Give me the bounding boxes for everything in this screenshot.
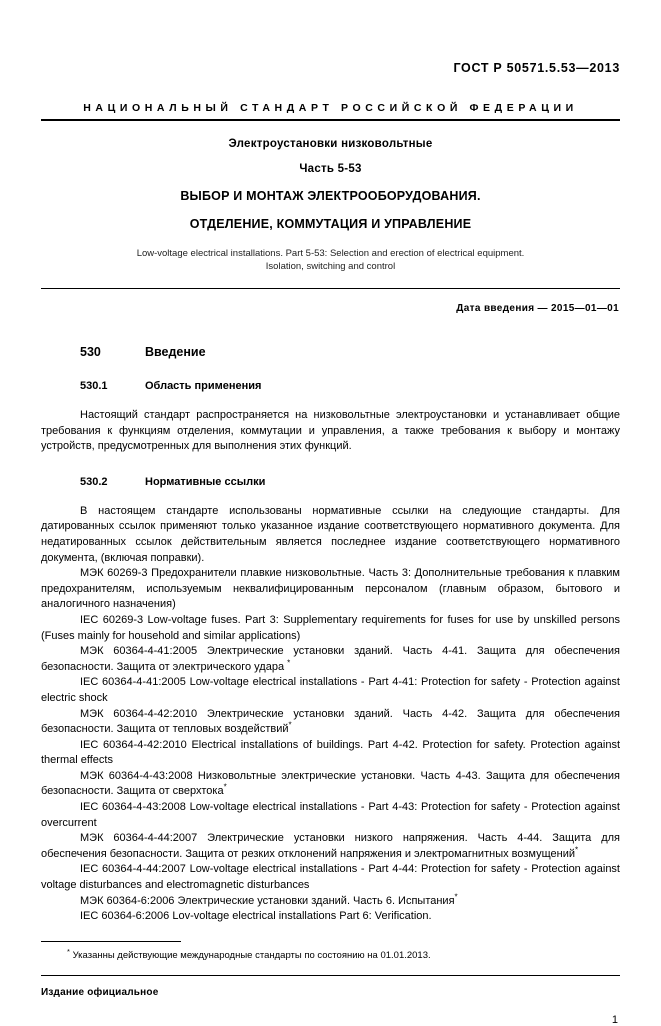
footnote-separator [41,941,181,942]
reference-item-en: IEC 60364-4-42:2010 Electrical installations of buildings. Part 4-42. Protection for safety. Protection against thermal effects [41,738,620,767]
footer-divider-wrap [41,975,620,976]
reference-item-ru [41,831,620,862]
section-number-references: 530.2 [80,475,108,488]
document-subtitle-english [41,248,620,273]
section-heading-references [41,476,620,488]
reference-item-ru [41,566,620,613]
subtitle-english-line-1: Low-voltage electrical installations. Part 5-53: Selection and erection of electrical equipment. [136,248,525,259]
section-heading-scope [41,380,620,392]
footnote-marker: * [454,891,458,901]
reference-item-ru [41,891,620,910]
document-title-line-1: Электроустановки низковольтные [228,138,433,150]
footnote-text: Указанны действующие международные стандарты по состоянию на 01.01.2013. [72,949,431,961]
reference-text-ru: МЭК 60364-6:2006 Электрические установки зданий. Часть 6. Испытания [80,894,455,907]
scope-paragraph: Настоящий стандарт распространяется на низковольтные электроустановки и устанавливает общие требования к функциям отделения, коммутации и управления, а также требования к выбору и монтажу устройств, предусмотренных для выполнения этих функций. [41,409,620,453]
footnote-marker: * [223,782,227,792]
date-of-introduction: Дата введения — 2015—01—01 [456,303,619,314]
footnote-marker: * [288,720,292,730]
document-title-line-3: ВЫБОР И МОНТАЖ ЭЛЕКТРООБОРУДОВАНИЯ. [180,189,481,203]
reference-item-ru [41,707,620,738]
section-heading-intro [41,345,620,359]
document-title-line-4: ОТДЕЛЕНИЕ, КОММУТАЦИЯ И УПРАВЛЕНИЕ [189,217,472,231]
page-content [41,0,620,1026]
national-standard-band: НАЦИОНАЛЬНЫЙ СТАНДАРТ РОССИЙСКОЙ ФЕДЕРАЦИИ [83,102,578,114]
reference-item-en: IEC 60269-3 Low-voltage fuses. Part 3: Supplementary requirements for fuses for use by unskilled persons (Fuses mainly for household and similar applications) [41,613,620,642]
edition-label: Издание официальное [41,986,159,998]
reference-text-ru: МЭК 60364-4-41:2005 Электрические установки зданий. Часть 4-41. Защита для обеспечения безопасности. Защита от электрического удара [41,645,620,673]
section-title-scope: Область применения [145,380,262,392]
standard-number: ГОСТ Р 50571.5.53—2013 [453,61,620,75]
title-divider-thin [41,288,620,289]
reference-text-ru: МЭК 60364-4-44:2007 Электрические установки низкого напряжения. Часть 4-44. Защита для обеспечения безопасности. Защита от резких отклонений напряжения и электромагнитных возмущений [41,832,620,860]
title-block [41,138,620,273]
section-number-scope: 530.1 [80,380,108,392]
footer-divider [41,975,620,976]
section-number-intro: 530 [80,345,101,359]
reference-item-en: IEC 60364-4-43:2008 Low-voltage electrical installations - Part 4-43: Protection for safety - Protection against overcurrent [41,801,620,829]
title-divider-wrap [41,288,620,289]
reference-item-en: IEC 60364-6:2006 Lov-voltage electrical installations Part 6: Verification. [80,910,432,923]
reference-text-ru: МЭК 60364-4-42:2010 Электрические установки зданий. Часть 4-42. Защита для обеспечения безопасности. Защита от тепловых воздействий [41,707,620,736]
reference-item-ru [41,769,620,800]
footnote-area [41,941,620,962]
reference-item-en: IEC 60364-4-41:2005 Low-voltage electrical installations - Part 4-41: Protection for safety - Protection against electric shock [41,676,620,704]
reference-list [41,566,620,925]
subtitle-english-line-2: Isolation, switching and control [265,260,396,272]
page-number: 1 [611,1013,618,1026]
footnote [41,946,620,962]
section-title-intro: Введение [145,345,206,359]
reference-item-en: IEC 60364-4-44:2007 Low-voltage electrical installations - Part 4-44: Protection for safety - Protection against voltage disturbances and electromagnetic disturbances [41,863,620,892]
footnote-marker: * [287,658,291,668]
footnote-marker: * [575,845,579,855]
references-intro-paragraph: В настоящем стандарте использованы нормативные ссылки на следующие стандарты. Для датированных ссылок применяют только указанное издание соответствующего нормативного документа. Для недатированных ссылок действительным является последнее издание соответствующего нормативного документа, (включая поправки). [41,504,620,564]
footnote-marker-asterisk: * [67,946,70,956]
header-divider-thick [41,119,620,121]
section-title-references: Нормативные ссылки [145,475,266,488]
reference-item-ru [41,644,620,675]
document-title-part: Часть 5-53 [299,163,362,175]
reference-text-ru: МЭК 60364-4-43:2008 Низковольтные электрические установки. Часть 4-43. Защита для обеспечения безопасности. Защита от сверхтока [41,769,620,798]
reference-text-ru: МЭК 60269-3 Предохранители плавкие низковольтные. Часть 3: Дополнительные требования к плавким предохранителям, используемым неквалифицированным персоналом (главным образом, бытового и аналогичного назначения) [41,567,620,611]
